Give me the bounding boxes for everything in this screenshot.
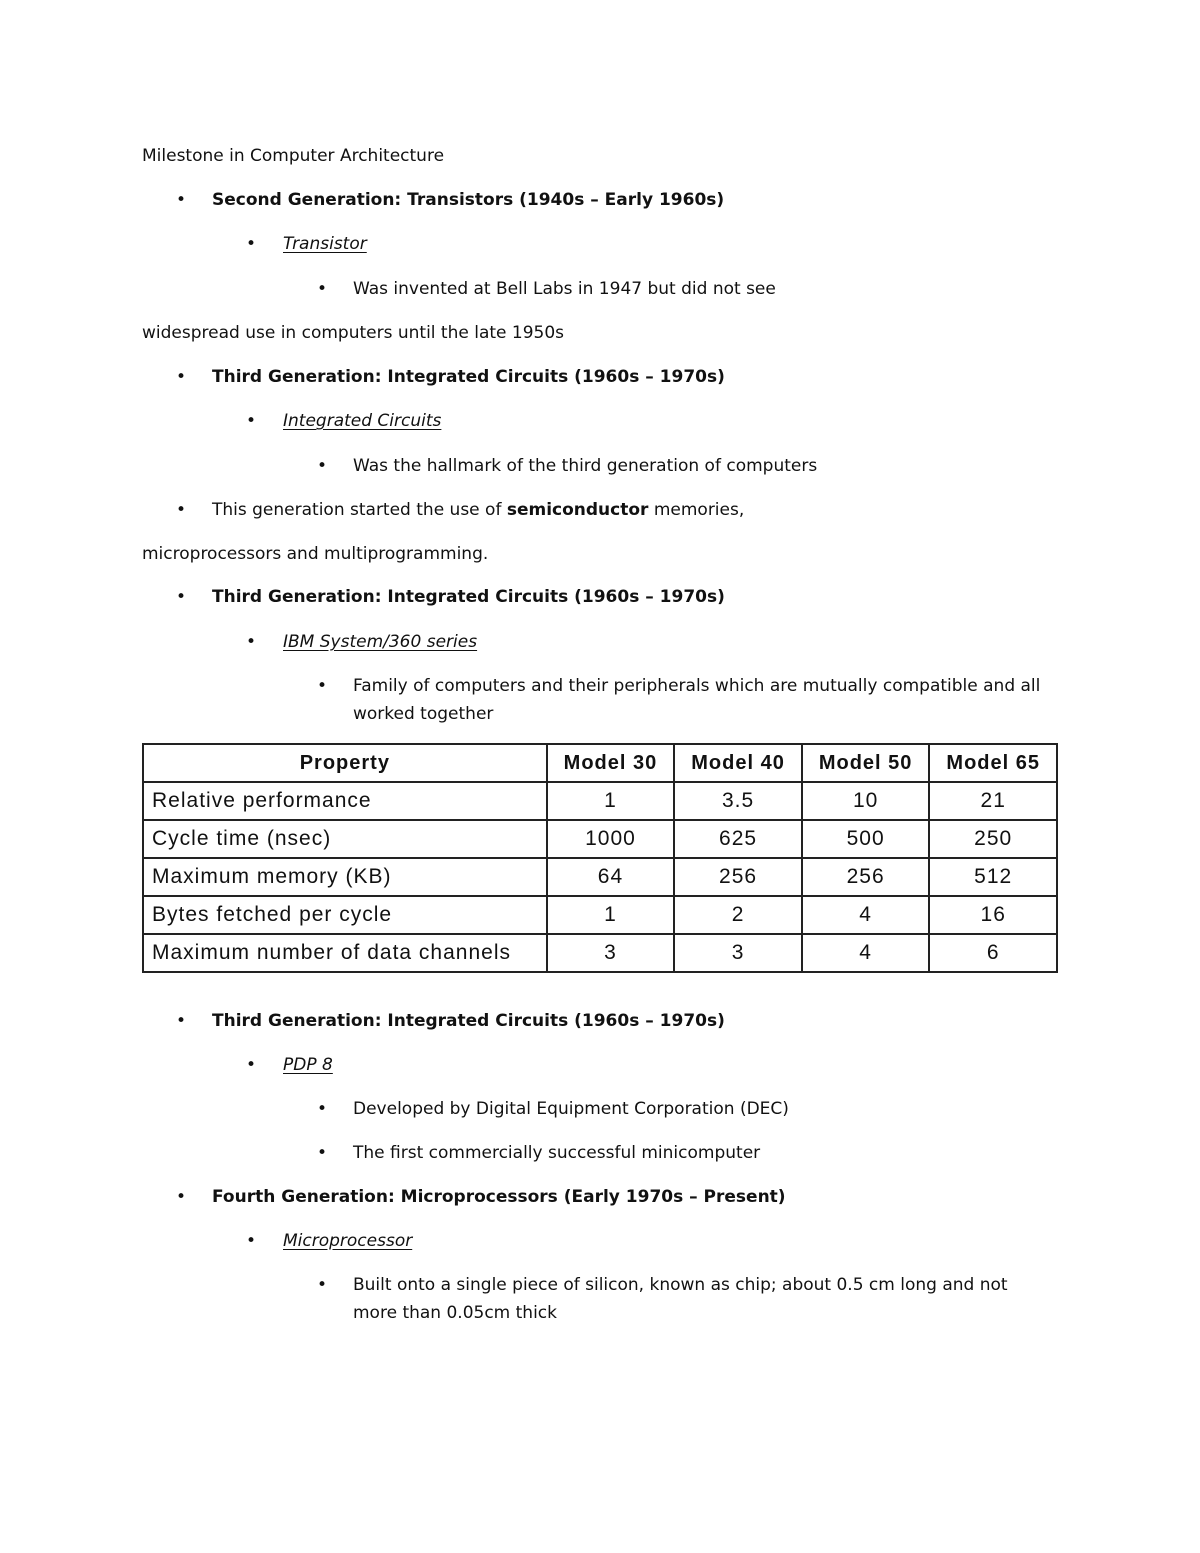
detail-text-continued: widespread use in computers until the late 1950s: [142, 323, 565, 343]
table-cell: 10: [802, 782, 930, 820]
table-cell: 4: [802, 896, 930, 934]
table-row: [143, 858, 1057, 896]
bullet-icon: •: [176, 367, 187, 387]
section-heading: Third Generation: Integrated Circuits (1960s – 1970s): [212, 367, 725, 387]
table-header-cell: Property: [143, 744, 547, 782]
subheading: PDP 8: [283, 1055, 333, 1075]
table-cell: 1: [547, 782, 675, 820]
bullet-icon: •: [317, 1099, 328, 1119]
table-cell: 1000: [547, 820, 675, 858]
subheading: Microprocessor: [283, 1231, 413, 1251]
note-text-pre: This generation started the use of: [212, 500, 507, 520]
detail-text: The first commercially successful minicomputer: [353, 1143, 761, 1163]
table-cell: 3: [547, 934, 675, 972]
bullet-icon: •: [317, 279, 328, 299]
table-row: [143, 896, 1057, 934]
table-cell: 2: [674, 896, 802, 934]
subheading: Integrated Circuits: [283, 411, 442, 431]
section-heading: Second Generation: Transistors (1940s – Early 1960s): [212, 190, 725, 210]
bullet-icon: •: [176, 500, 187, 520]
table-cell: 64: [547, 858, 675, 896]
table-row: [143, 782, 1057, 820]
note-text-post: memories,: [648, 500, 745, 520]
table-cell: 21: [929, 782, 1057, 820]
table-cell: 625: [674, 820, 802, 858]
table-cell-property: Maximum memory (KB): [143, 858, 547, 896]
note-text-continued: microprocessors and multiprogramming.: [142, 544, 489, 564]
note-text: [212, 499, 744, 521]
section-heading: Third Generation: Integrated Circuits (1960s – 1970s): [212, 587, 725, 607]
bullet-icon: •: [176, 587, 187, 607]
detail-text: Developed by Digital Equipment Corporation (DEC): [353, 1099, 789, 1119]
table-cell: 16: [929, 896, 1057, 934]
detail-text: Was the hallmark of the third generation of computers: [353, 456, 818, 476]
table-header-cell: Model 50: [802, 744, 930, 782]
bullet-icon: •: [246, 1055, 257, 1075]
bullet-icon: •: [176, 1187, 187, 1207]
table-cell: 250: [929, 820, 1057, 858]
detail-text: Family of computers and their peripherals which are mutually compatible and all worked together: [353, 676, 1041, 724]
subheading: IBM System/360 series: [283, 632, 478, 652]
table-cell: 6: [929, 934, 1057, 972]
detail-text: Built onto a single piece of silicon, known as chip; about 0.5 cm long and not more than 0.05cm thick: [353, 1275, 1008, 1323]
table-cell: 256: [802, 858, 930, 896]
section-heading: Third Generation: Integrated Circuits (1960s – 1970s): [212, 1011, 725, 1031]
bullet-icon: •: [317, 1275, 328, 1295]
table-cell-property: Bytes fetched per cycle: [143, 896, 547, 934]
table-row: [143, 934, 1057, 972]
note-text-bold: semiconductor: [506, 500, 649, 520]
table-cell: 3: [674, 934, 802, 972]
bullet-icon: •: [246, 411, 257, 431]
table-cell-property: Maximum number of data channels: [143, 934, 547, 972]
table-cell: 512: [929, 858, 1057, 896]
bullet-icon: •: [176, 1011, 187, 1031]
table-cell: 1: [547, 896, 675, 934]
table-cell-property: Cycle time (nsec): [143, 820, 547, 858]
table-cell: 3.5: [674, 782, 802, 820]
table-cell: 500: [802, 820, 930, 858]
section-heading: Fourth Generation: Microprocessors (Early 1970s – Present): [212, 1187, 786, 1207]
ibm-360-spec-table: [142, 743, 1058, 973]
bullet-icon: •: [246, 1231, 257, 1251]
table-header-cell: Model 40: [674, 744, 802, 782]
bullet-icon: •: [246, 632, 257, 652]
document-title: Milestone in Computer Architecture: [142, 146, 445, 166]
bullet-icon: •: [176, 190, 187, 210]
table-header-row: [143, 744, 1057, 782]
table-cell-property: Relative performance: [143, 782, 547, 820]
bullet-icon: •: [317, 1143, 328, 1163]
bullet-icon: •: [317, 676, 328, 696]
subheading: Transistor: [283, 234, 367, 254]
table-cell: 256: [674, 858, 802, 896]
table-row: [143, 820, 1057, 858]
bullet-icon: •: [317, 456, 328, 476]
detail-text: Was invented at Bell Labs in 1947 but did not see: [353, 279, 776, 299]
bullet-icon: •: [246, 234, 257, 254]
table-cell: 4: [802, 934, 930, 972]
table-header-cell: Model 30: [547, 744, 675, 782]
table-header-cell: Model 65: [929, 744, 1057, 782]
